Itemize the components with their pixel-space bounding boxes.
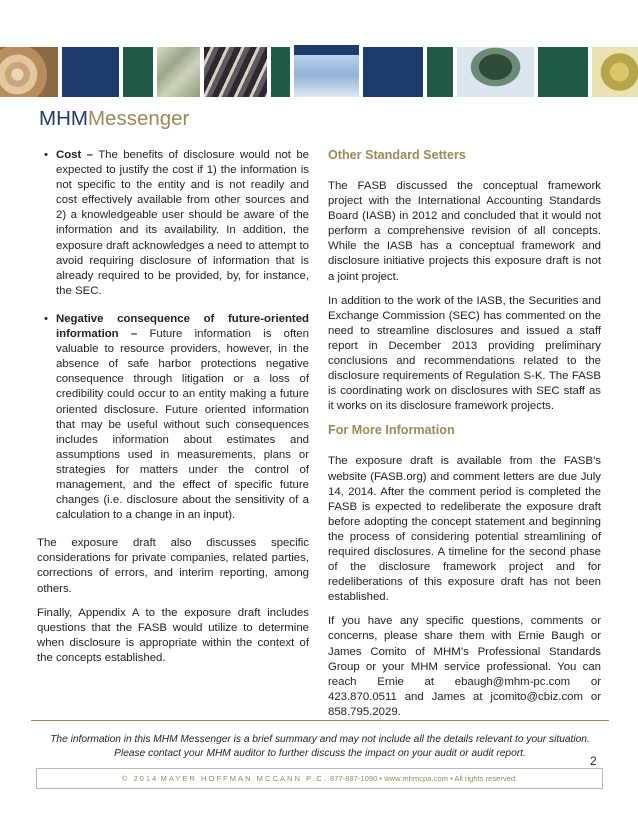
navy-block-icon: [363, 47, 423, 97]
left-column: [37, 148, 309, 675]
footer-divider: [31, 720, 609, 721]
green-block-icon: [123, 47, 153, 97]
bullet-text: Future information is often valuable to resource providers, however, in the absence of safe harbor protections negative consequence through litigation or a loss of credibility could occur to an entity making a future oriented disclosure. Future oriented information that may be useful without such consequences includes information about estimates and assumptions used in measurements, plans or strategies for matters under the control of management, and the effect of specific future changes (i.e. disclosure about the sensitivity of a calculation to a change in an input).: [56, 328, 309, 522]
paragraph: If you have any specific questions, comments or concerns, please share them with Ernie Baugh or James Comito of MHM’s Professional Standards Group or your MHM service professional. You can reach Ernie at ebaugh@mhm-pc.com or 423.870.0511 and James at jcomito@cbiz.com or 858.795.2029.: [328, 615, 601, 718]
paragraph: In addition to the work of the IASB, the Securities and Exchange Commission (SEC) has commented on the need to streamline disclosures and issued a staff report in December 2013 providing preliminary conclusions and recommendations related to the disclosure requirements of Regulation S-K. The FASB is coordinating work on disclosures with SEC staff as it works on its disclosure framework projects.: [328, 294, 601, 413]
paper-stack-photo-icon: [204, 47, 267, 97]
paragraph: The FASB discussed the conceptual framework project with the International Accounting Standards Board (IASB) in 2012 and concluded that it would not perform a comprehensive revision of all concepts. While the IASB has a conceptual framework and disclosure initiative projects this exposure draft is not a joint project.: [328, 180, 601, 283]
header-banner: [0, 47, 638, 97]
bullet-list: [37, 148, 309, 523]
tree-photo-icon: [457, 47, 534, 97]
contact-info: 877-887-1090 • www.mhmcpa.com • All rights reserved.: [330, 774, 518, 783]
section-heading-for-more-information: For More Information: [328, 423, 455, 438]
paragraph: Finally, Appendix A to the exposure draft includes questions that the FASB would utilize to determine when disclosure is appropriate within the context of the concepts established.: [37, 606, 309, 664]
copyright-year: © 2014: [121, 774, 159, 783]
masthead-messenger: Messenger: [87, 107, 190, 130]
disclaimer-line: Please contact your MHM auditor to further discuss the impact on your audit or audit report.: [114, 748, 526, 759]
right-column: [328, 148, 601, 729]
navy-block-icon: [62, 47, 119, 97]
green-block-icon: [427, 47, 453, 97]
masthead-logo: [39, 107, 189, 131]
disclaimer-line: The information in this MHM Messenger is a brief summary and may not include all the details relevant to your situation.: [50, 734, 590, 745]
wood-rings-photo-icon: [0, 47, 58, 97]
bullet-text: The benefits of disclosure would not be expected to justify the cost if 1) the information is not specific to the entity and is not readily and cost effectively available from other sources and 2) a knowledgeable user should be aware of the information and its availability. In addition, the exposure draft acknowledges a need to attempt to avoid requiring disclosure of information that is already required to be provided, by, for instance, the SEC.: [56, 149, 310, 297]
bullet-term: Cost –: [56, 149, 94, 161]
green-block-icon: [538, 47, 588, 97]
gold-coin-photo-icon: [592, 47, 638, 97]
masthead-mhm: MHM: [39, 107, 88, 130]
bullet-item-negative-consequence: [37, 312, 309, 523]
page-number: 2: [590, 754, 597, 768]
disclaimer: [30, 733, 610, 761]
section-heading-other-standard-setters: Other Standard Setters: [328, 148, 466, 162]
paragraph: The exposure draft is available from the FASB’s website (FASB.org) and comment letters are due July 14, 2014. After the comment period is completed the FASB is expected to redeliberate the exposure draft before adopting the concept statement and beginning the process of considering potential streamlining of required disclosures. A timeline for the second phase of the disclosure framework project and for redeliberations of this exposure draft has not been established.: [328, 455, 601, 604]
currency-notes-photo-icon: [157, 47, 200, 97]
bullet-term: Negative consequence of future-oriented information –: [56, 312, 309, 341]
green-block-icon: [271, 47, 290, 97]
firm-name: MAYER HOFFMAN MCCANN P.C.: [160, 774, 328, 783]
bullet-item-cost: [37, 148, 309, 299]
paragraph: The exposure draft also discusses specific considerations for private companies, related parties, corrections of errors, and interim reporting, among others.: [37, 537, 309, 595]
blue-strip: [294, 45, 359, 55]
copyright-footer: [36, 768, 603, 789]
